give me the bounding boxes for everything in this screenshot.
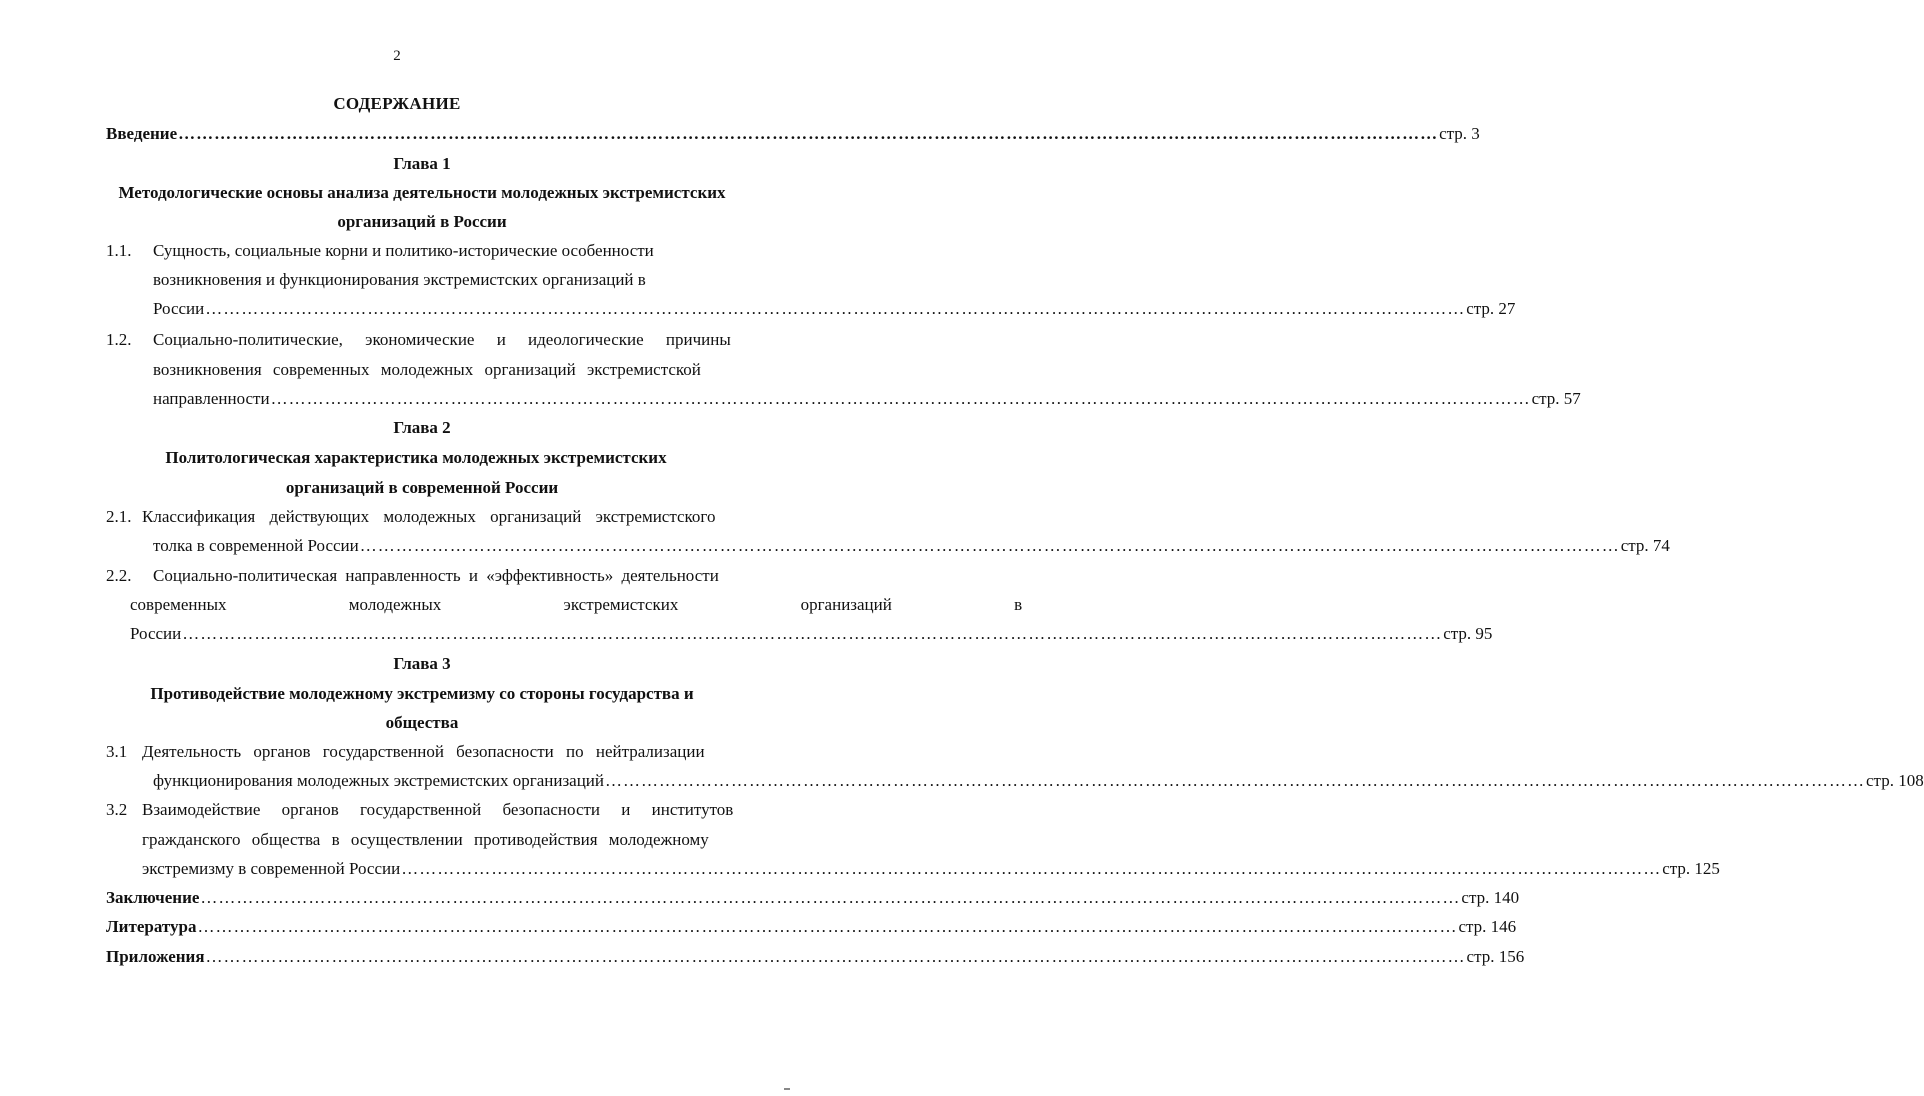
toc-page: стр. 140 bbox=[1461, 888, 1520, 907]
toc-page: стр. 108 bbox=[1866, 771, 1924, 790]
toc-label: России bbox=[130, 624, 182, 643]
chapter-title: Политологическая характеристика молодежных экстремистских bbox=[165, 448, 667, 467]
chapter-heading: Глава 1 bbox=[393, 154, 451, 173]
chapter-heading: Глава 3 bbox=[393, 654, 451, 673]
chapter-title: Противодействие молодежному экстремизму со стороны государства и bbox=[150, 684, 694, 703]
chapter-title: организаций в России bbox=[337, 212, 507, 231]
scan-mark bbox=[784, 1088, 790, 1090]
toc-page: стр. 95 bbox=[1443, 624, 1493, 643]
section-number: 1.1. bbox=[106, 241, 132, 260]
toc-page: стр. 156 bbox=[1466, 947, 1525, 966]
toc-label: функционирования молодежных экстремистских организаций bbox=[153, 771, 605, 790]
section-line: Деятельность органов государственной безопасности по нейтрализации bbox=[142, 742, 705, 761]
section-number: 1.2. bbox=[106, 330, 132, 349]
toc-label: Приложения bbox=[106, 947, 205, 966]
toc-label: Введение bbox=[106, 124, 178, 143]
toc-page: стр. 146 bbox=[1458, 917, 1517, 936]
toc-entry bbox=[142, 859, 1720, 879]
page-number: 2 bbox=[393, 48, 401, 64]
chapter-title: общества bbox=[385, 713, 459, 732]
toc-page: стр. 74 bbox=[1620, 536, 1670, 555]
toc-entry-appendix bbox=[106, 947, 1525, 967]
section-line: Социально-политическая направленность и «эффективность» деятельности bbox=[153, 566, 719, 585]
toc-page: стр. 125 bbox=[1662, 859, 1720, 878]
toc-entry bbox=[153, 299, 1516, 319]
toc-entry-intro bbox=[106, 124, 1480, 144]
toc-page: стр. 27 bbox=[1466, 299, 1516, 318]
section-line: Классификация действующих молодежных организаций экстремистского bbox=[142, 507, 716, 526]
toc-entry bbox=[153, 771, 1924, 791]
section-line: Социально-политические, экономические и идеологические причины bbox=[153, 330, 731, 349]
toc-entry-literature bbox=[106, 917, 1517, 937]
chapter-heading: Глава 2 bbox=[393, 418, 451, 437]
toc-label: Литература bbox=[106, 917, 197, 936]
toc-label: России bbox=[153, 299, 205, 318]
chapter-title: организаций в современной России bbox=[285, 478, 559, 497]
section-line: гражданского общества в осуществлении противодействия молодежному bbox=[142, 830, 709, 849]
section-number: 3.2 bbox=[106, 800, 128, 819]
toc-label: экстремизму в современной России bbox=[142, 859, 401, 878]
chapter-title: Методологические основы анализа деятельности молодежных экстремистских bbox=[118, 183, 726, 202]
toc-label: толка в современной России bbox=[153, 536, 359, 555]
section-line: современных молодежных экстремистских организаций в bbox=[130, 595, 1023, 614]
toc-page: стр. 57 bbox=[1531, 389, 1581, 408]
toc-page: стр. 3 bbox=[1439, 124, 1480, 143]
section-number: 2.2. bbox=[106, 566, 132, 585]
section-line: Взаимодействие органов государственной безопасности и институтов bbox=[142, 800, 734, 819]
section-number: 3.1 bbox=[106, 742, 128, 761]
section-line: возникновения и функционирования экстремистских организаций в bbox=[153, 270, 646, 289]
toc-entry-conclusion bbox=[106, 888, 1520, 908]
section-line: Сущность, социальные корни и политико-исторические особенности bbox=[153, 241, 654, 260]
toc-label: направленности bbox=[153, 389, 270, 408]
toc-entry bbox=[153, 536, 1670, 556]
section-line: возникновения современных молодежных организаций экстремистской bbox=[153, 360, 701, 379]
toc-entry bbox=[130, 624, 1493, 644]
section-number: 2.1. bbox=[106, 507, 132, 526]
toc-entry bbox=[153, 389, 1581, 409]
page-title: СОДЕРЖАНИЕ bbox=[333, 94, 461, 113]
toc-label: Заключение bbox=[106, 888, 200, 907]
